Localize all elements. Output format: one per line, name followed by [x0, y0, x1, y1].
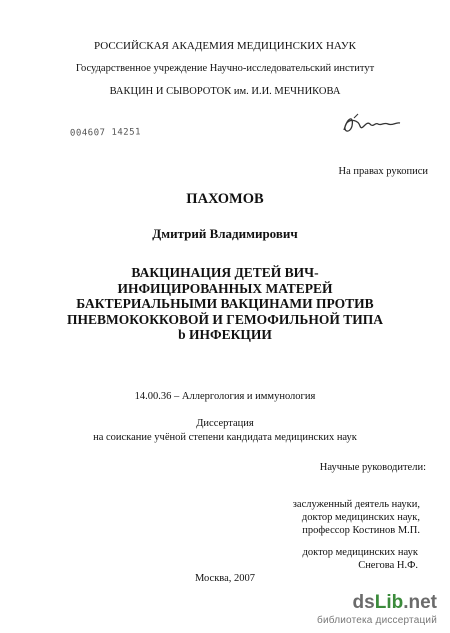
title-line: ИНФИЦИРОВАННЫХ МАТЕРЕЙ	[117, 280, 333, 296]
dslib-logo	[353, 592, 437, 614]
archive-stamp: 004607 14251	[69, 127, 142, 139]
dissertation-title	[0, 265, 450, 343]
supervisor-first	[293, 498, 420, 537]
supervisor-line: доктор медицинских наук,	[301, 512, 420, 523]
dslib-watermark[interactable]	[250, 592, 445, 630]
place-year: Москва, 2007	[194, 573, 256, 584]
logo-suffix: .net	[403, 592, 437, 613]
manuscript-note: На правах рукописи	[338, 166, 428, 177]
title-line: b ИНФЕКЦИИ	[178, 327, 272, 342]
author-name: Дмитрий Владимирович	[152, 226, 298, 241]
watermark-subtitle: библиотека диссертаций	[317, 615, 437, 626]
supervisor-second	[303, 546, 418, 572]
dissertation-purpose: на соискание учёной степени кандидата медицинских наук	[93, 432, 357, 443]
org-header: РОССИЙСКАЯ АКАДЕМИЯ МЕДИЦИНСКИХ НАУК	[94, 40, 356, 52]
logo-accent: Lib	[374, 592, 404, 613]
supervisor-line: заслуженный деятель науки,	[292, 499, 420, 510]
institute-name: ВАКЦИН И СЫВОРОТОК им. И.И. МЕЧНИКОВА	[109, 86, 341, 97]
author-surname: ПАХОМОВ	[186, 191, 264, 207]
supervisor-line: доктор медицинских наук	[302, 547, 418, 558]
supervisor-line: профессор Костинов М.П.	[302, 525, 420, 536]
signature	[340, 112, 402, 136]
logo-prefix: ds	[352, 592, 375, 613]
supervisors-heading: Научные руководители:	[319, 462, 426, 473]
title-line: ПНЕВМОКОККОВОЙ И ГЕМОФИЛЬНОЙ ТИПА	[67, 311, 383, 327]
supervisor-line: Снегова Н.Ф.	[358, 560, 418, 571]
title-line: ВАКЦИНАЦИЯ ДЕТЕЙ ВИЧ-	[131, 265, 319, 280]
specialty-code: 14.00.36 – Аллергология и иммунология	[134, 391, 316, 402]
title-line: БАКТЕРИАЛЬНЫМИ ВАКЦИНАМИ ПРОТИВ	[76, 296, 374, 311]
dissertation-label: Диссертация	[196, 418, 254, 429]
institution-line: Государственное учреждение Научно-исследовательский институт	[75, 63, 375, 74]
